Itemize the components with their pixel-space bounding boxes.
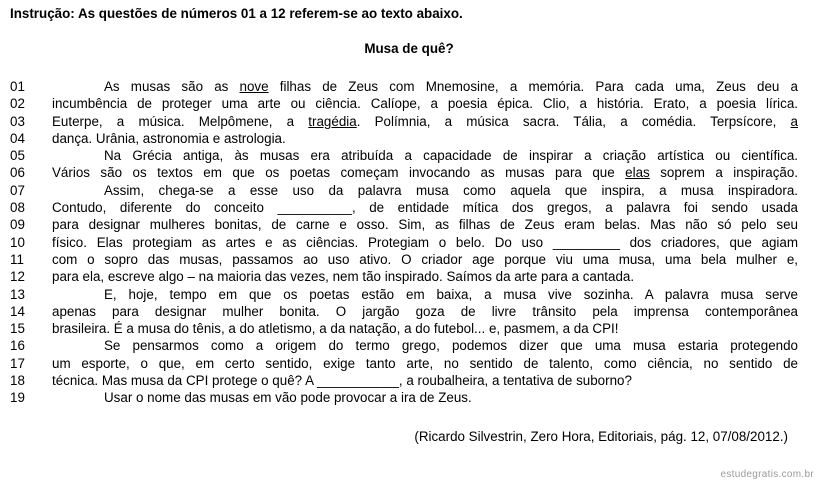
line-number: 11 (10, 251, 24, 267)
line-number: 07 (10, 182, 25, 198)
text-segment: técnica. Mas musa da CPI protege o quê? A ___________, a roubalheira, a tentativa de suborno? (52, 373, 632, 389)
text-segment: físico. Elas protegiam as artes e as ciências. Protegiam o belo. Do uso _________ dos criadores, que agiam (52, 234, 798, 250)
line-number: 13 (10, 286, 25, 302)
underlined-word: nove (239, 79, 269, 94)
line-number: 01 (10, 79, 25, 94)
line-text (52, 113, 798, 130)
text-segment: dança. Urânia, astronomia e astrologia. (52, 130, 286, 146)
text-title: Musa de quê? (364, 41, 454, 56)
line-number: 14 (10, 303, 25, 319)
text-segment: para designar mulheres bonitas, de carne e osso. Sim, as filhas de Zeus eram belas. Mas não só pelo seu (52, 217, 798, 233)
text-line (10, 182, 810, 199)
text-segment: Se pensarmos como a origem do termo grego, podemos dizer que uma musa estaria protegendo (104, 338, 798, 354)
text-segment: para ela, escreve algo – na maioria das vezes, nem tão inspirado. Saímos da arte para a cantada. (52, 269, 635, 285)
line-text (52, 337, 798, 354)
text-segment: . Polímnia, a música sacra. Tália, a comédia. Terpsícore, (356, 113, 791, 129)
text-line (10, 216, 810, 233)
line-text (52, 389, 798, 406)
text-line (10, 320, 810, 337)
text-segment: E, hoje, tempo em que os poetas estão em baixa, a musa vive sozinha. A palavra musa serve (104, 286, 798, 302)
text-line (10, 251, 810, 268)
text-line (10, 113, 810, 130)
text-line (10, 95, 810, 112)
text-line (10, 303, 810, 320)
text-segment: apenas para designar mulher bonita. O jargão goza de livre trânsito pela imprensa contemporânea (52, 303, 798, 319)
underlined-word: a (790, 113, 798, 129)
line-number: 17 (10, 355, 25, 371)
text-line (10, 372, 810, 389)
line-number: 03 (10, 113, 25, 129)
line-number: 19 (10, 390, 25, 406)
source-citation: (Ricardo Silvestrin, Zero Hora, Editoriais, pág. 12, 07/08/2012.) (414, 429, 788, 444)
text-line (10, 337, 810, 354)
text-segment: filhas de Zeus com Mnemosine, a memória. Para cada uma, Zeus deu a (268, 79, 798, 94)
line-number: 15 (10, 321, 25, 337)
line-number: 05 (10, 148, 25, 164)
line-text (52, 286, 798, 303)
line-text (52, 268, 798, 285)
text-line (10, 389, 810, 406)
text-segment: soprem a inspiração. (649, 165, 799, 181)
text-segment: incumbência de proteger uma arte ou ciência. Calíope, a poesia épica. Clio, a história. Erato, a poesia lírica. (52, 96, 798, 112)
line-number: 12 (10, 269, 25, 285)
text-segment: As musas são as (104, 79, 240, 94)
line-text (52, 320, 798, 337)
line-text (52, 303, 798, 320)
site-watermark: estudegratis.com.br (720, 469, 814, 480)
text-line (10, 268, 810, 285)
text-line (10, 199, 810, 216)
line-text (52, 182, 798, 199)
line-text (52, 164, 798, 181)
line-text (52, 95, 798, 112)
line-text (52, 355, 798, 372)
line-number: 09 (10, 217, 25, 233)
text-segment: Contudo, diferente do conceito __________, de entidade mítica dos gregos, a palavra foi sendo usada (52, 200, 798, 216)
text-segment: Euterpe, a música. Melpômene, a (52, 113, 309, 129)
line-text (52, 147, 798, 164)
line-number: 04 (10, 130, 25, 146)
line-number: 02 (10, 96, 25, 112)
line-text (52, 234, 798, 251)
numbered-text-block (10, 78, 810, 407)
underlined-word: tragédia (308, 113, 357, 129)
text-segment: um esporte, o que, em certo sentido, exige tanto arte, no sentido de talento, como ciência, no sentido de (52, 355, 798, 371)
line-text (52, 78, 798, 95)
line-number: 18 (10, 373, 25, 389)
line-number: 06 (10, 165, 25, 181)
text-line (10, 355, 810, 372)
line-text (52, 216, 798, 233)
text-segment: Na Grécia antiga, às musas era atribuída a capacidade de inspirar a criação artística ou científica. (104, 148, 798, 164)
instruction-heading: Instrução: As questões de números 01 a 12 referem-se ao texto abaixo. (10, 6, 463, 21)
text-line (10, 286, 810, 303)
text-line (10, 78, 810, 95)
line-text (52, 251, 798, 268)
line-text (52, 372, 798, 389)
text-segment: Usar o nome das musas em vão pode provocar a ira de Zeus. (104, 390, 472, 406)
text-segment: Assim, chega-se a esse uso da palavra musa como aquela que inspira, a musa inspiradora. (104, 182, 798, 198)
text-segment: Vários são os textos em que os poetas começam invocando as musas para que (52, 165, 626, 181)
line-text (52, 199, 798, 216)
line-number: 16 (10, 338, 25, 354)
text-line (10, 147, 810, 164)
underlined-word: elas (625, 165, 650, 181)
line-number: 08 (10, 200, 25, 216)
text-line (10, 130, 810, 147)
line-number: 10 (10, 234, 25, 250)
line-text (52, 130, 798, 147)
text-segment: brasileira. É a musa do tênis, a do atletismo, a da natação, a do futebol... e, pasmem, a da CPI! (52, 321, 619, 337)
text-line (10, 164, 810, 181)
text-segment: com o sopro das musas, passamos ao uso ativo. O criador age porque viu uma musa, uma bela mulher e, (52, 251, 798, 267)
text-line (10, 234, 810, 251)
